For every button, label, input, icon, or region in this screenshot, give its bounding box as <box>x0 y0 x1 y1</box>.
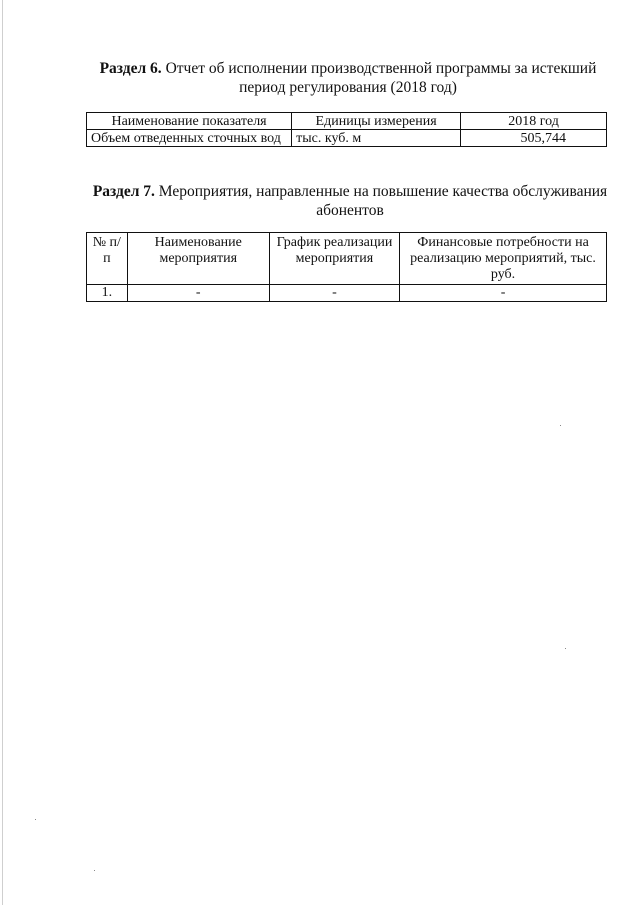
production-program-table <box>86 112 607 147</box>
header-units: Единицы измерения <box>292 113 461 130</box>
scan-speck <box>35 819 36 820</box>
cell-measure-name: - <box>127 285 269 302</box>
header-year: 2018 год <box>461 113 607 130</box>
table-row <box>87 130 607 147</box>
header-indicator-name: Наименование показателя <box>87 113 292 130</box>
cell-value: 505,744 <box>461 130 607 147</box>
scan-speck <box>94 870 95 871</box>
scan-speck <box>560 425 561 426</box>
scan-speck <box>565 648 566 649</box>
section7-label: Раздел 7. <box>92 183 155 200</box>
section6-title-line2: период регулирования (2018 год) <box>239 79 457 96</box>
cell-financial-needs: - <box>400 285 607 302</box>
header-schedule: График реализации мероприятия <box>269 233 399 285</box>
section7-title-line2: абонентов <box>316 202 384 219</box>
header-measure-name: Наименование мероприятия <box>127 233 269 285</box>
header-financial-needs: Финансовые потребности на реализацию мероприятий, тыс. руб. <box>400 233 607 285</box>
section6-title-line1: Отчет об исполнении производственной программы за истекший <box>165 60 597 77</box>
table-row <box>87 285 607 302</box>
section7-title-line1: Мероприятия, направленные на повышение качества обслуживания <box>158 183 608 200</box>
cell-units: тыс. куб. м <box>292 130 461 147</box>
cell-indicator: Объем отведенных сточных вод <box>87 130 292 147</box>
header-number: № п/п <box>87 233 128 285</box>
section6-label: Раздел 6. <box>99 60 162 77</box>
page-edge <box>2 0 3 905</box>
section6-heading <box>70 59 626 97</box>
table-header-row <box>87 113 607 130</box>
section7-heading <box>70 182 630 220</box>
table-header-row <box>87 233 607 285</box>
cell-schedule: - <box>269 285 399 302</box>
measures-table <box>86 232 607 302</box>
cell-number: 1. <box>87 285 128 302</box>
